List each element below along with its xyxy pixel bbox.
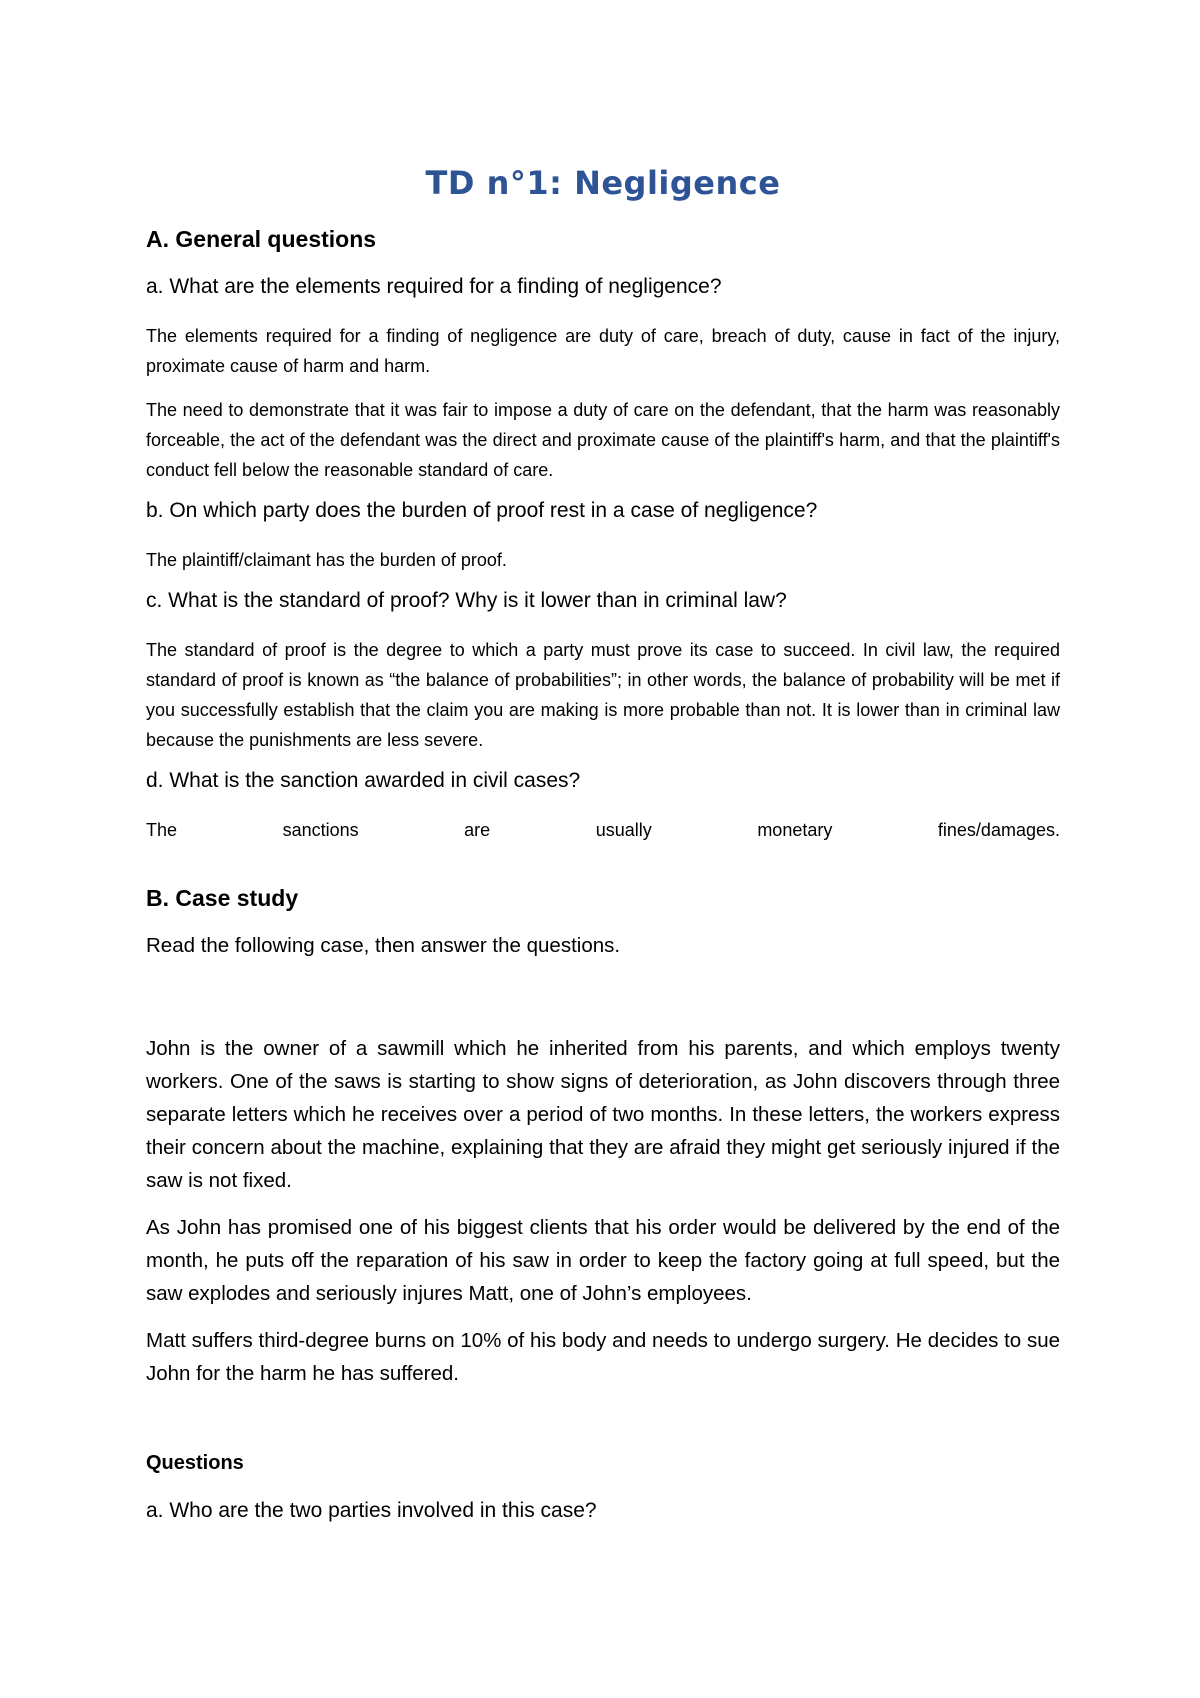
answer-d (146, 815, 1060, 845)
answer-a-paragraph-1: The elements required for a finding of negligence are duty of care, breach of duty, cause in fact of the injury, proximate cause of harm and harm. (146, 326, 1060, 376)
question-c: c. What is the standard of proof? Why is it lower than in criminal law? (146, 589, 787, 612)
answer-c: The standard of proof is the degree to which a party must prove its case to succeed. In civil law, the required standard of proof is known as “the balance of probabilities”; in other words, the balance of probability will be met if you successfully establish that the claim you are making is more probable than not. It is lower than in criminal law because the punishments are less severe. (146, 640, 1060, 750)
page-title: TD n°1: Negligence (425, 164, 781, 202)
questions-heading: Questions (146, 1452, 244, 1474)
answer-d-word: are (464, 820, 491, 840)
case-question-a: a. Who are the two parties involved in this case? (146, 1499, 597, 1522)
question-d: d. What is the sanction awarded in civil cases? (146, 769, 581, 792)
answer-a-paragraph-2: The need to demonstrate that it was fair to impose a duty of care on the defendant, that the harm was reasonably forceable, the act of the defendant was the direct and proximate cause of the plaintiff's harm, and that the plaintiff's conduct fell below the reasonable standard of care. (146, 400, 1060, 480)
answer-d-word: The (146, 820, 178, 840)
answer-d-word: fines/damages. (937, 820, 1060, 840)
case-paragraph-3: Matt suffers third-degree burns on 10% of his body and needs to undergo surgery. He decides to sue John for the harm he has suffered. (146, 1329, 1060, 1385)
answer-d-word: sanctions (282, 820, 359, 840)
case-paragraph-2: As John has promised one of his biggest clients that his order would be delivered by the end of the month, he puts off the reparation of his saw in order to keep the factory going at full speed, but the saw explodes and seriously injures Matt, one of John’s employees. (146, 1216, 1060, 1305)
question-a: a. What are the elements required for a finding of negligence? (146, 275, 722, 298)
case-intro: Read the following case, then answer the questions. (146, 934, 621, 957)
answer-d-word: usually (595, 820, 652, 840)
section-b-heading: B. Case study (146, 885, 299, 911)
answer-d-word: monetary (757, 820, 833, 840)
answer-b: The plaintiff/claimant has the burden of proof. (146, 550, 507, 570)
question-b: b. On which party does the burden of proof rest in a case of negligence? (146, 499, 818, 522)
case-paragraph-1: John is the owner of a sawmill which he inherited from his parents, and which employs twenty workers. One of the saws is starting to show signs of deterioration, as John discovers through three separate letters which he receives over a period of two months. In these letters, the workers express their concern about the machine, explaining that they are afraid they might get seriously injured if the saw is not fixed. (146, 1037, 1060, 1192)
section-a-heading: A. General questions (146, 226, 377, 252)
page-content (146, 164, 1060, 1545)
